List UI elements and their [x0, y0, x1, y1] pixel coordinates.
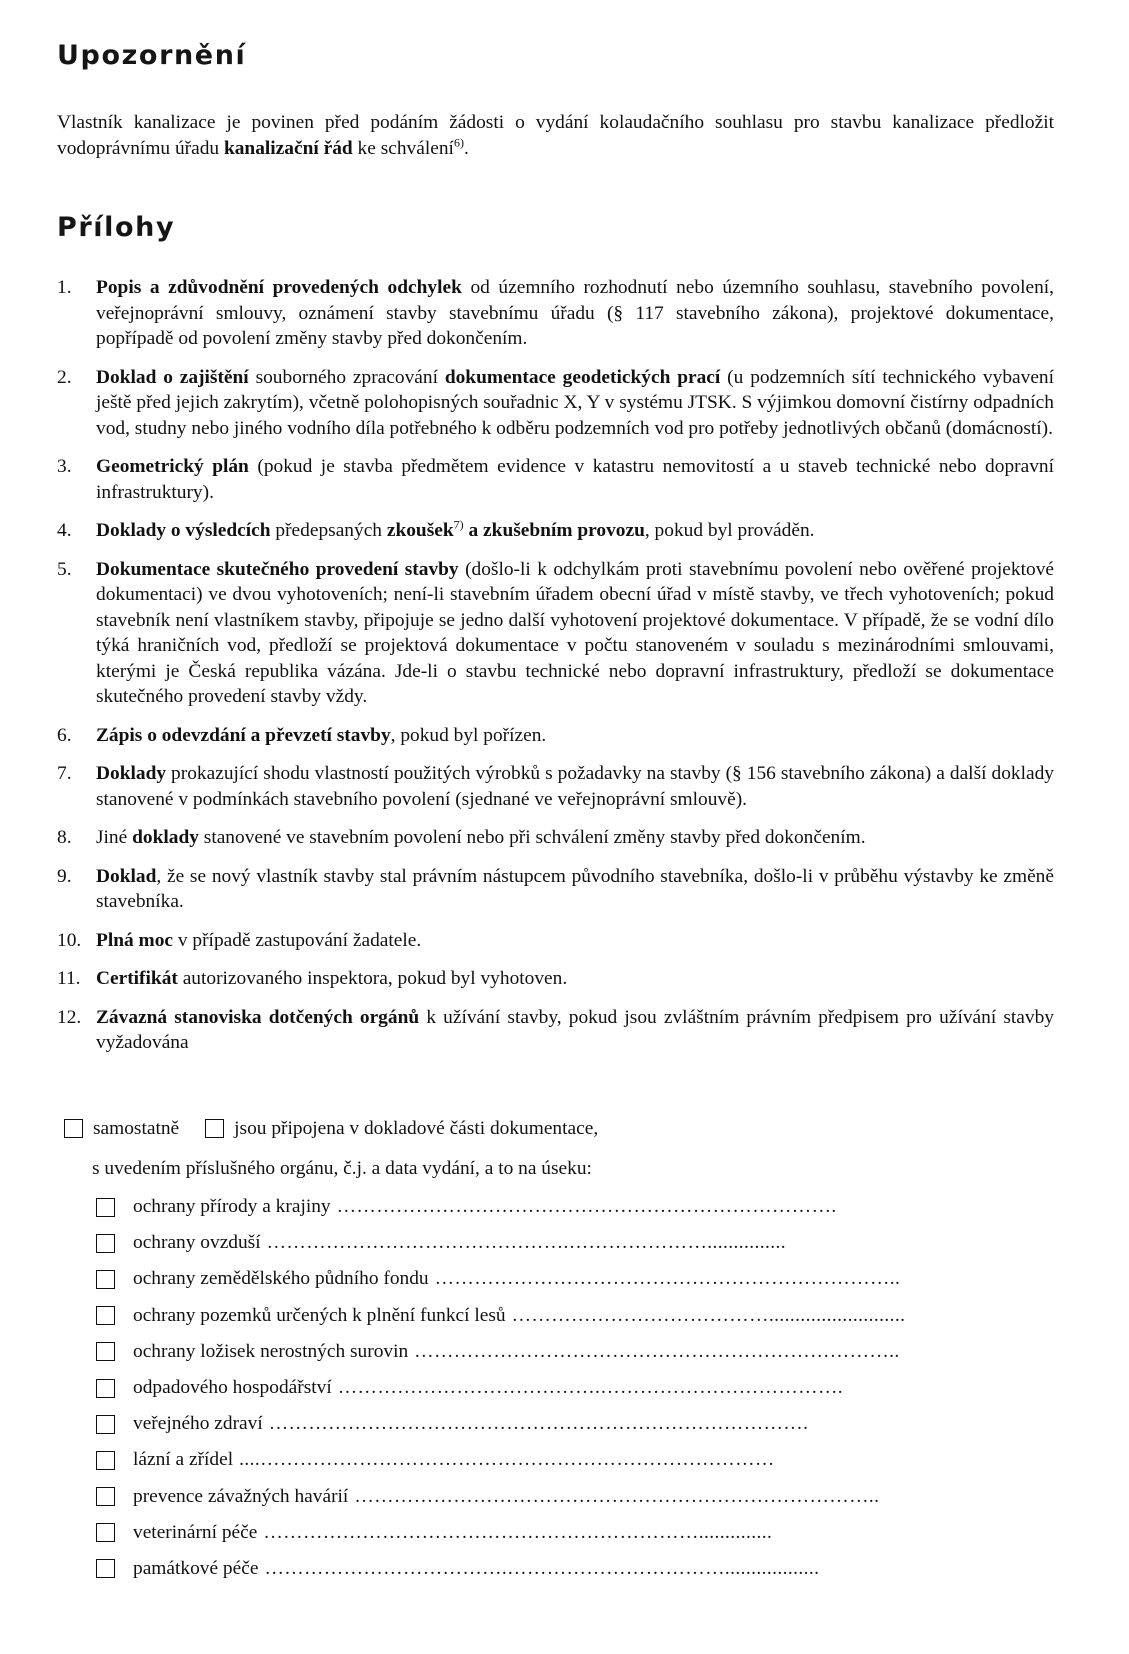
- item-text: , pokud byl prováděn.: [644, 520, 815, 541]
- attachment-item: [57, 761, 1054, 812]
- item-text: předepsaných: [270, 520, 387, 541]
- item-number: 1.: [57, 277, 72, 298]
- submission-options: [64, 1116, 624, 1141]
- item-text-bold: Doklad: [96, 865, 157, 887]
- sector-fill-line[interactable]: ……………………………………………………………………..: [354, 1485, 880, 1507]
- sectors-list: [96, 1189, 1051, 1587]
- item-text-bold: zkoušek: [386, 520, 454, 541]
- item-text-bold: Doklady: [96, 763, 167, 784]
- attachments-heading: Přílohy: [57, 212, 176, 243]
- item-text-bold: Geometrický plán: [96, 456, 249, 477]
- item-number: 11.: [57, 968, 81, 989]
- attachment-item: [57, 723, 1054, 749]
- item-text-bold: Zápis o odevzdání a převzetí stavby: [96, 724, 391, 746]
- sector-row: [96, 1334, 1051, 1370]
- item-text: (u podzemních sítí technického vybavení ještě před jejich zakrytím), včetně polohopisných souřadnic X, Y v systému JTSK. S výjimkou domovní čistírny odpadních vod, studny nebo jiného vodního díla potřebného k odběru podzemních vod pro potřeby jednotlivých občanů (domácností).: [96, 366, 1055, 439]
- attachment-item: [57, 454, 1054, 505]
- sector-fill-line[interactable]: ……………………………………….…………………...............: [266, 1232, 786, 1254]
- sector-fill-line[interactable]: ………………………………………………………………….: [336, 1196, 837, 1218]
- item-text: , že se nový vlastník stavby stal právním nástupcem původního stavebníka, došlo-li v průběhu výstavby ke změně stavebníka.: [96, 865, 1054, 912]
- option-separately-checkbox[interactable]: [64, 1119, 83, 1138]
- item-number: 10.: [57, 929, 82, 951]
- item-number: 4.: [57, 520, 72, 541]
- option-separately: [64, 1116, 179, 1141]
- item-text: Jiné: [96, 827, 133, 848]
- sector-row: [96, 1551, 1051, 1587]
- sector-label: památkové péče: [133, 1557, 259, 1579]
- item-number: 7.: [57, 763, 72, 784]
- sector-row: [96, 1515, 1051, 1551]
- sector-checkbox[interactable]: [96, 1559, 115, 1578]
- sector-checkbox[interactable]: [96, 1234, 115, 1253]
- item-text-bold: Popis a zdůvodnění provedených odchylek: [96, 277, 462, 298]
- sector-checkbox[interactable]: [96, 1198, 115, 1217]
- attachment-item: [57, 365, 1054, 442]
- item-text-bold: Závazná stanoviska dotčených orgánů: [96, 1006, 420, 1028]
- attachment-item: [57, 928, 1054, 954]
- item-text-bold: dokumentace geodetických prací: [444, 366, 721, 388]
- sector-fill-line[interactable]: ………………………………………………………………..: [414, 1340, 900, 1362]
- item-text: prokazující shodu vlastností použitých výrobků s požadavky na stavby (§ 156 stavebního zákona) a další doklady stanovené v podmínkách stavebního povolení (sjednané ve veřejnoprávní smlouvě).: [96, 763, 1054, 810]
- sector-label: ochrany ovzduší: [133, 1232, 261, 1254]
- sector-fill-line[interactable]: ....……………………………………………………………………: [239, 1449, 775, 1471]
- attachment-item: [57, 966, 1054, 992]
- item-text: k užívání stavby, pokud jsou zvláštním právním předpisem pro užívání stavby vyžadována: [96, 1006, 1054, 1053]
- sector-fill-line[interactable]: ……………………………………………………………..: [434, 1268, 901, 1290]
- item-text: stanovené ve stavebním povolení nebo při schválení změny stavby před dokončením.: [198, 827, 866, 848]
- option-attached: [205, 1116, 598, 1141]
- item-number: 3.: [57, 456, 72, 477]
- sector-label: ochrany zemědělského půdního fondu: [133, 1268, 429, 1290]
- sector-checkbox[interactable]: [96, 1451, 115, 1470]
- sector-row: [96, 1406, 1051, 1442]
- warning-text-bold: kanalizační řád: [223, 137, 353, 159]
- sector-label: ochrany přírody a krajiny: [133, 1196, 331, 1218]
- sector-checkbox[interactable]: [96, 1415, 115, 1434]
- item-text: autorizovaného inspektora, pokud byl vyhotoven.: [177, 968, 568, 989]
- sector-fill-line[interactable]: ………………………………….……………………………….: [337, 1377, 843, 1399]
- item-text-bold: Doklad o zajištění: [96, 366, 249, 388]
- sector-checkbox[interactable]: [96, 1523, 115, 1542]
- attachments-list: [57, 275, 1054, 1069]
- item-number: 5.: [57, 558, 72, 580]
- item-text: , pokud byl pořízen.: [390, 724, 547, 746]
- warning-text-end: .: [463, 137, 469, 159]
- sector-row: [96, 1370, 1051, 1406]
- sector-checkbox[interactable]: [96, 1306, 115, 1325]
- attachment-item: [57, 825, 1054, 851]
- sector-checkbox[interactable]: [96, 1379, 115, 1398]
- warning-text-1: Vlastník kanalizace je povinen před podáním žádosti o vydání kolaudačního souhlasu pro stavbu kanalizace předložit vodoprávnímu úřadu: [57, 112, 1054, 159]
- option-attached-checkbox[interactable]: [205, 1119, 224, 1138]
- item-text: (pokud je stavba předmětem evidence v katastru nemovitostí a u staveb technické nebo dopravní infrastruktury).: [96, 456, 1054, 503]
- item-text: v případě zastupování žadatele.: [173, 929, 422, 951]
- sector-label: prevence závažných havárií: [133, 1485, 349, 1507]
- item-number: 9.: [57, 865, 72, 887]
- sector-label: veterinární péče: [133, 1521, 258, 1543]
- sector-row: [96, 1479, 1051, 1515]
- attachment-item: [57, 518, 1054, 544]
- item-number: 6.: [57, 724, 72, 746]
- footnote-ref: 7): [453, 517, 464, 532]
- option-attached-label: jsou připojena v dokladové části dokumentace,: [234, 1118, 599, 1139]
- attachment-item: [57, 864, 1054, 915]
- sector-label: ochrany ložisek nerostných surovin: [133, 1340, 409, 1362]
- item-number: 12.: [57, 1006, 82, 1028]
- sector-checkbox[interactable]: [96, 1487, 115, 1506]
- warning-heading: Upozornění: [57, 40, 247, 71]
- sector-checkbox[interactable]: [96, 1342, 115, 1361]
- item-text-bold: a zkušebním provozu: [463, 520, 645, 541]
- attachment-item: [57, 557, 1054, 710]
- sector-label: ochrany pozemků určených k plnění funkcí lesů: [133, 1304, 506, 1326]
- item-text-bold: Plná moc: [96, 929, 174, 951]
- item-text-bold: Certifikát: [96, 968, 178, 989]
- sector-row: [96, 1261, 1051, 1297]
- item-text: od územního rozhodnutí nebo územního souhlasu, stavebního povolení, veřejnoprávní smlouvy, oznámení stavby stavebnímu úřadu (§ 117 stavebního zákona), projektové dokumentace, popřípadě od povolení změny stavby před dokončením.: [96, 277, 1054, 349]
- sector-label: odpadového hospodářství: [133, 1377, 332, 1399]
- sector-fill-line[interactable]: …………………………………..........................: [511, 1304, 906, 1326]
- sector-fill-line[interactable]: …………………………………………………………..............: [263, 1521, 773, 1543]
- warning-paragraph: [57, 110, 1054, 161]
- sector-label: veřejného zdraví: [133, 1413, 263, 1435]
- item-text-bold: doklady: [132, 827, 199, 848]
- sector-row: [96, 1298, 1051, 1334]
- sector-checkbox[interactable]: [96, 1270, 115, 1289]
- sectors-intro: s uvedením příslušného orgánu, č.j. a data vydání, a to na úseku:: [92, 1158, 592, 1179]
- attachment-item: [57, 1005, 1054, 1056]
- warning-text-2: ke schválení: [352, 137, 454, 159]
- sector-fill-line[interactable]: ……………………………….……………………………..................: [264, 1557, 820, 1579]
- sector-row: [96, 1225, 1051, 1261]
- sector-label: lázní a zřídel: [133, 1449, 234, 1471]
- item-number: 2.: [57, 366, 72, 388]
- item-text: souborného zpracování: [248, 366, 445, 388]
- attachment-item: [57, 275, 1054, 352]
- sector-fill-line[interactable]: ……………………………………………………………………….: [268, 1413, 809, 1435]
- sector-row: [96, 1189, 1051, 1225]
- footnote-ref: 6): [453, 135, 464, 150]
- item-number: 8.: [57, 827, 72, 848]
- item-text: (došlo-li k odchylkám proti stavebnímu povolení nebo ověřené projektové dokumentaci) ve dvou vyhotoveních; není-li stavebním úřadem obecní úřad v místě stavby, ve třech vyhotoveních; pokud stavebník není vlastníkem stavby, připojuje se jedno další vyhotovení projektové dokumentace. V případě, že se vodní dílo týká hraničních vod, předloží se projektová dokumentace v počtu stanoveném v souladu s mezinárodními smlouvami, kterými je Česká republika vázána. Jde-li o stavbu technické nebo dopravní infrastruktury, předloží se dokumentace skutečného provedení stavby vždy.: [96, 558, 1054, 707]
- item-text-bold: Dokumentace skutečného provedení stavby: [96, 558, 459, 580]
- option-separately-label: samostatně: [93, 1118, 180, 1139]
- item-text-bold: Doklady o výsledcích: [96, 520, 271, 541]
- sector-row: [96, 1442, 1051, 1478]
